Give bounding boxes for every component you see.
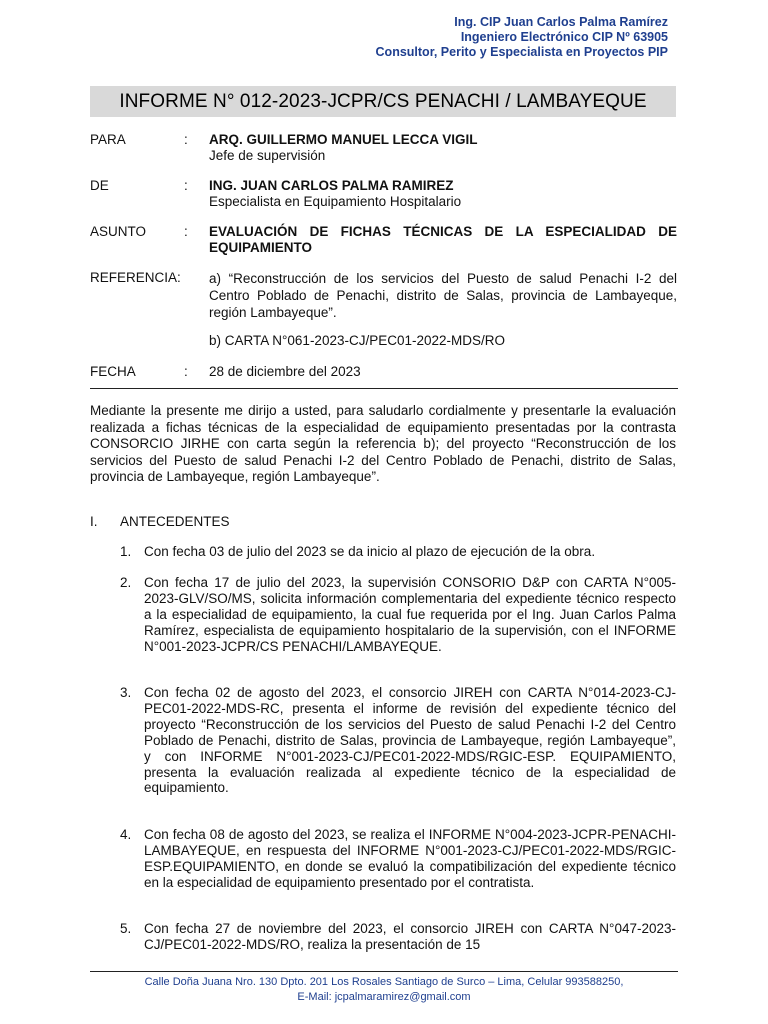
para-colon: :	[184, 132, 188, 147]
footer-divider	[90, 971, 678, 972]
referencia-a: a) “Reconstrucción de los servicios del Puesto de salud Penachi I-2 del Centro Poblado de Penachi, distrito de Salas, provincia de Lambayeque, región Lambayeque”.	[209, 271, 677, 320]
letterhead	[376, 15, 668, 60]
footer-email: E-Mail: jcpalmaramirez@gmail.com	[297, 991, 471, 1003]
section-title: ANTECEDENTES	[120, 514, 230, 529]
list-item	[120, 544, 676, 560]
fecha-colon: :	[184, 364, 188, 379]
list-item-number: 3.	[120, 685, 132, 700]
list-item	[120, 685, 676, 796]
de-colon: :	[184, 178, 188, 193]
list-item-number: 2.	[120, 575, 132, 590]
footer	[90, 975, 678, 1005]
letterhead-role: Consultor, Perito y Especialista en Proyectos PIP	[375, 45, 668, 59]
list-item-number: 4.	[120, 827, 132, 842]
de-value	[209, 178, 677, 210]
list-item-text: Con fecha 02 de agosto del 2023, el consorcio JIREH con CARTA N°014-2023-CJ-PEC01-2022-MDS-RC, presenta el informe de revisión del expediente técnico del proyecto “Reconstrucción de los servicios del Puesto de salud Penachi I-2 del Centro Poblado de Penachi, distrito de Salas, provincia de Lambayeque, región Lambayeque”, y con INFORME N°001-2023-CJ/PEC01-2022-MDS/RGIC-ESP. EQUIPAMIENTO, presenta la evaluación realizada al expediente técnico de la especialidad de equipamiento.	[144, 685, 676, 796]
report-title: INFORME N° 012-2023-JCPR/CS PENACHI / LAMBAYEQUE	[119, 90, 647, 112]
section-number: I.	[90, 514, 98, 529]
de-role: Especialista en Equipamiento Hospitalario	[209, 194, 462, 209]
asunto-label: ASUNTO	[90, 224, 147, 239]
list-item-text: Con fecha 03 de julio del 2023 se da inicio al plazo de ejecución de la obra.	[144, 544, 596, 559]
para-name: ARQ. GUILLERMO MANUEL LECCA VIGIL	[209, 132, 478, 147]
fecha-text: 28 de diciembre del 2023	[209, 364, 361, 379]
fecha-label: FECHA	[90, 364, 136, 379]
list-item-number: 5.	[120, 921, 132, 936]
list-item	[120, 827, 676, 891]
de-name: ING. JUAN CARLOS PALMA RAMIREZ	[209, 178, 454, 193]
list-item-text: Con fecha 08 de agosto del 2023, se realiza el INFORME N°004-2023-JCPR-PENACHI-LAMBAYEQUE, en respuesta del INFORME N°001-2023-CJ/PEC01-2022-MDS/RGIC-ESP.EQUIPAMIENTO, en donde se evaluó la compatibilización del expediente técnico en la especialidad de equipamiento presentado por el contratista.	[144, 827, 676, 890]
referencia-b: b) CARTA N°061-2023-CJ/PEC01-2022-MDS/RO	[209, 333, 506, 348]
letterhead-name: Ing. CIP Juan Carlos Palma Ramírez	[454, 15, 668, 29]
de-label: DE	[90, 178, 109, 193]
list-item	[120, 575, 676, 655]
asunto-colon: :	[184, 224, 188, 239]
header-divider	[90, 388, 678, 389]
list-item-text: Con fecha 27 de noviembre del 2023, el consorcio JIREH con CARTA N°047-2023-CJ/PEC01-2022-MDS/RO, realiza la presentación de 15	[144, 921, 676, 952]
footer-address: Calle Doña Juana Nro. 130 Dpto. 201 Los Rosales Santiago de Surco – Lima, Celular 993588250,	[144, 976, 624, 988]
letterhead-cip: Ingeniero Electrónico CIP Nº 63905	[460, 30, 668, 44]
list-item-text: Con fecha 17 de julio del 2023, la supervisión CONSORIO D&P con CARTA N°005-2023-GLV/SO/MS, solicita información complementaria del expediente técnico respecto a la especialidad de equipamiento, la cual fue requerida por el Ing. Juan Carlos Palma Ramírez, especialista de equipamiento hospitalario de la supervisión, con el INFORME N°001-2023-JCPR/CS PENACHI/LAMBAYEQUE.	[144, 575, 676, 654]
referencia-label: REFERENCIA:	[90, 270, 181, 285]
para-value	[209, 132, 677, 164]
list-item	[120, 921, 676, 953]
asunto-text: EVALUACIÓN DE FICHAS TÉCNICAS DE LA ESPECIALIDAD DE EQUIPAMIENTO	[209, 224, 677, 255]
para-role: Jefe de supervisión	[209, 148, 326, 163]
report-title-box	[90, 86, 676, 117]
intro-paragraph: Mediante la presente me dirijo a usted, para saludarlo cordialmente y presentarle la evaluación realizada a fichas técnicas de la especialidad de equipamiento presentadas por la contrasta CONSORCIO JIRHE con carta según la referencia b); del proyecto “Reconstrucción de los servicios del Puesto de salud Penachi I-2 del Centro Poblado de Penachi, distrito de Salas, provincia de Lambayeque, región Lambayeque”.	[90, 403, 676, 484]
referencia-value	[209, 270, 677, 349]
para-label: PARA	[90, 132, 126, 147]
list-item-number: 1.	[120, 544, 132, 559]
